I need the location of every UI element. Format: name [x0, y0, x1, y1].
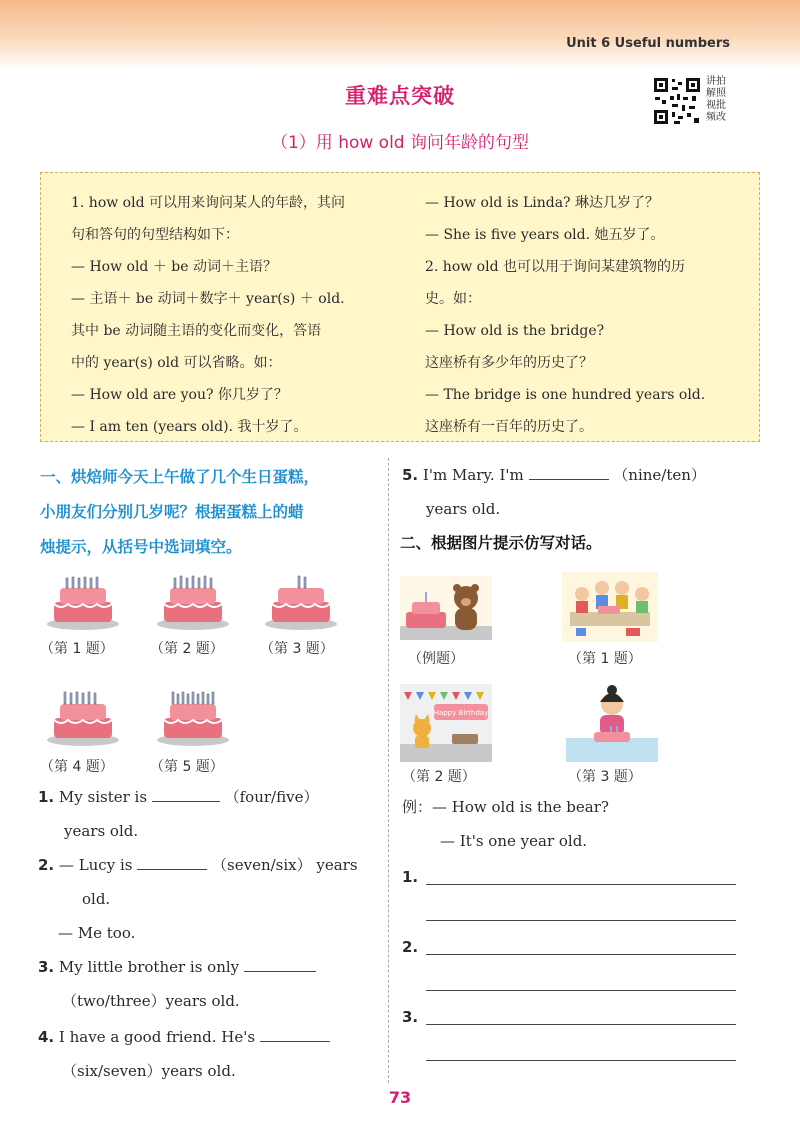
question-options: （six/seven）years old.	[62, 1062, 236, 1080]
example-question: 例：— How old is the bear?	[402, 798, 609, 816]
cake-image-q1	[44, 572, 122, 632]
section1-heading	[40, 460, 380, 565]
grammar-note-box	[40, 172, 760, 442]
section1-heading-line: 一、烘焙师今天上午做了几个生日蛋糕，	[40, 468, 320, 486]
answer-line[interactable]	[426, 990, 736, 991]
note-line: 句和答句的句型结构如下：	[71, 227, 239, 243]
question-4	[38, 1020, 383, 1088]
question-text: years old.	[64, 822, 139, 840]
caption-q1: （第 1 题）	[40, 641, 114, 657]
cake-image-q3	[262, 572, 340, 632]
caption-s2-q2: （第 2 题）	[402, 769, 476, 785]
question-text: My little brother is only	[58, 958, 240, 976]
answer-line[interactable]	[426, 1024, 736, 1025]
header-band	[0, 0, 800, 70]
answer-number: 2.	[402, 938, 419, 956]
question-options: （two/three）years old.	[62, 992, 240, 1010]
section1-heading-line: 烛提示，从括号中选词填空。	[40, 538, 242, 556]
caption-q5: （第 5 题）	[150, 759, 224, 775]
note-line: — How old ＋ be 动词＋主语？	[71, 259, 277, 275]
caption-q2: （第 2 题）	[150, 641, 224, 657]
answer-line[interactable]	[426, 1060, 736, 1061]
cat-birthday-image	[400, 684, 492, 762]
page-number: 73	[388, 1088, 412, 1107]
question-text: I'm Mary. I'm	[422, 466, 524, 484]
note-column-left	[71, 187, 411, 443]
question-1	[38, 780, 383, 848]
question-options: （four/five）	[224, 788, 319, 806]
cake-image-q5	[154, 688, 232, 748]
question-3	[38, 950, 383, 1018]
question-number: 2.	[38, 856, 55, 874]
note-line: — The bridge is one hundred years old.	[425, 387, 706, 403]
answer-line[interactable]	[426, 954, 736, 955]
cake-image-q4	[44, 688, 122, 748]
question-text: old.	[82, 890, 111, 908]
note-line: — How old is Linda? 琳达几岁了？	[425, 195, 660, 211]
question-number: 4.	[38, 1028, 55, 1046]
answer-blank[interactable]	[137, 855, 207, 870]
note-line: 中的 year(s) old 可以省略。如：	[71, 355, 282, 371]
question-2	[38, 848, 383, 950]
answer-blank[interactable]	[152, 787, 220, 802]
answer-number: 1.	[402, 868, 419, 886]
example-answer: — It's one year old.	[440, 832, 588, 850]
question-text: years old.	[426, 500, 501, 518]
question-text: My sister is	[58, 788, 148, 806]
caption-example: （例题）	[408, 651, 464, 667]
note-line: — She is five years old. 她五岁了。	[425, 227, 665, 243]
answer-line[interactable]	[426, 884, 736, 885]
page-subtitle: （1）用 how old 询问年龄的句型	[270, 133, 530, 153]
unit-label: Unit 6 Useful numbers	[566, 36, 730, 51]
answer-blank[interactable]	[529, 465, 609, 480]
note-line: — How old is the bridge?	[425, 323, 605, 339]
question-text: — Lucy is	[58, 856, 133, 874]
note-line: 2. how old 也可以用于询问某建筑物的历	[425, 259, 686, 275]
question-number: 5.	[402, 466, 419, 484]
qr-caption-line: 讲拍	[706, 76, 726, 87]
question-options: （seven/six） years	[212, 856, 358, 874]
note-line: 这座桥有一百年的历史了。	[425, 419, 593, 435]
question-number: 3.	[38, 958, 55, 976]
section2-heading: 二、根据图片提示仿写对话。	[400, 534, 602, 552]
girl-cake-image	[566, 684, 658, 762]
party-children-image	[562, 572, 658, 642]
column-divider	[388, 458, 389, 1083]
caption-q4: （第 4 题）	[40, 759, 114, 775]
note-line: — I am ten (years old). 我十岁了。	[71, 419, 308, 435]
caption-q3: （第 3 题）	[260, 641, 334, 657]
note-line: 其中 be 动词随主语的变化而变化，答语	[71, 323, 322, 339]
answer-blank[interactable]	[260, 1027, 330, 1042]
answer-line[interactable]	[426, 920, 736, 921]
note-line: 这座桥有多少年的历史了？	[425, 355, 593, 371]
qr-caption-line: 频改	[706, 112, 726, 123]
qr-caption-line: 解照	[706, 88, 726, 99]
banner-text: Happy Birthday	[433, 709, 489, 717]
section1-heading-line: 小朋友们分别几岁呢？根据蛋糕上的蜡	[40, 503, 304, 521]
note-column-right	[425, 187, 735, 443]
caption-s2-q1: （第 1 题）	[568, 651, 642, 667]
question-text: — Me too.	[58, 924, 136, 942]
note-line: — How old are you? 你几岁了？	[71, 387, 288, 403]
answer-blank[interactable]	[244, 957, 316, 972]
example-bear-cake-image	[400, 576, 492, 640]
answer-number: 3.	[402, 1008, 419, 1026]
note-line: — 主语＋ be 动词＋数字＋ year(s) ＋ old.	[71, 291, 345, 307]
note-line: 史。如：	[425, 291, 481, 307]
page-title: 重难点突破	[345, 84, 455, 108]
question-options: （nine/ten）	[613, 466, 706, 484]
question-text: I have a good friend. He's	[58, 1028, 256, 1046]
question-5	[402, 458, 762, 526]
caption-s2-q3: （第 3 题）	[568, 769, 642, 785]
qr-caption-line: 视批	[706, 100, 726, 111]
question-number: 1.	[38, 788, 55, 806]
note-line: 1. how old 可以用来询问某人的年龄，其问	[71, 195, 346, 211]
cake-image-q2	[154, 572, 232, 632]
